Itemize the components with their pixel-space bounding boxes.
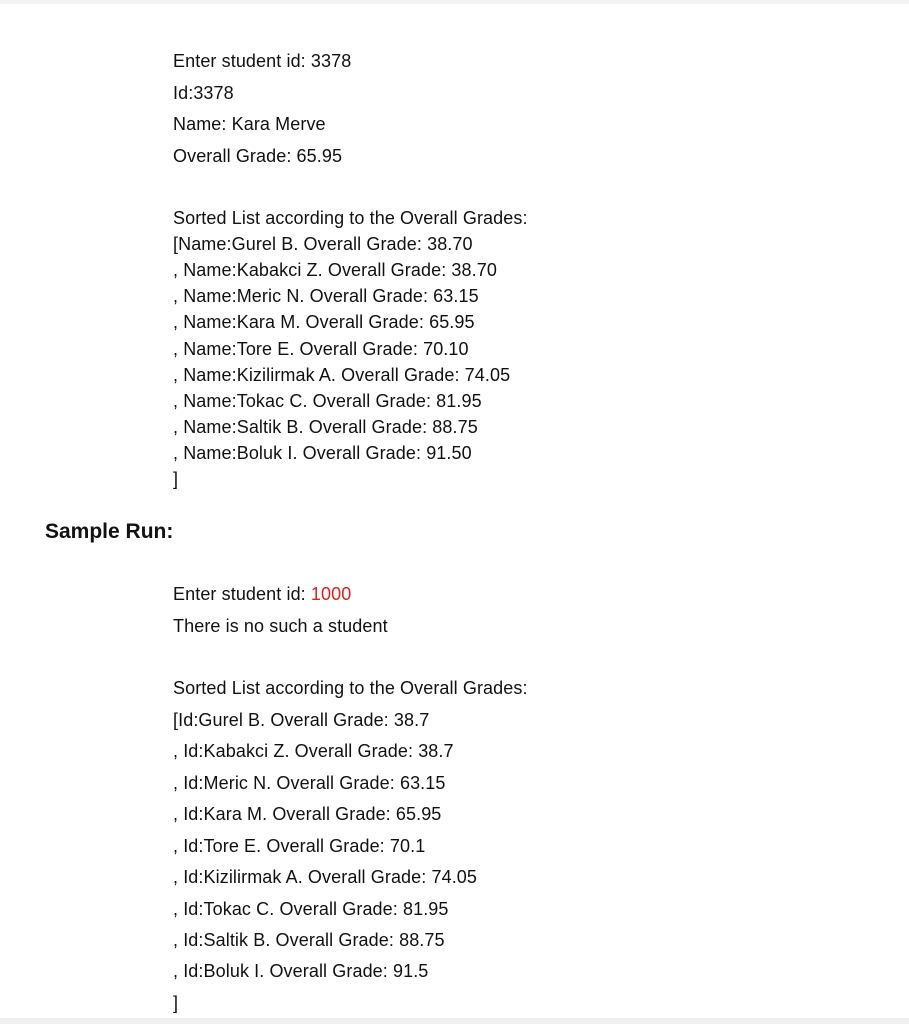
- run1-id-line: Id:3378: [173, 83, 234, 103]
- run1-sorted-header: Sorted List according to the Overall Grades:: [173, 208, 528, 228]
- run2-sorted-header: Sorted List according to the Overall Grades:: [173, 678, 528, 698]
- run2-prompt: [173, 583, 351, 605]
- run2-list-item: , Id:Saltik B. Overall Grade: 88.75: [173, 930, 445, 950]
- run1-list-item: , Name:Meric N. Overall Grade: 63.15: [173, 286, 479, 306]
- run2-list-item: [Id:Gurel B. Overall Grade: 38.7: [173, 710, 430, 730]
- run2-list-item: , Id:Tore E. Overall Grade: 70.1: [173, 836, 426, 856]
- run2-prompt-label: Enter student id:: [173, 584, 311, 604]
- run1-list-item: , Name:Kara M. Overall Grade: 65.95: [173, 312, 475, 332]
- run2-list-item: , Id:Kizilirmak A. Overall Grade: 74.05: [173, 867, 478, 887]
- run1-prompt: [173, 50, 351, 72]
- run2-list-item: , Id:Tokac C. Overall Grade: 81.95: [173, 899, 449, 919]
- run2-list-item: , Id:Kara M. Overall Grade: 65.95: [173, 804, 442, 824]
- run1-list-item: , Name:Boluk I. Overall Grade: 91.50: [173, 443, 472, 463]
- run1-prompt-value: 3378: [310, 51, 352, 71]
- run1-list-item: , Name:Saltik B. Overall Grade: 88.75: [173, 417, 478, 437]
- run2-list-item: , Id:Boluk I. Overall Grade: 91.5: [173, 961, 429, 981]
- sample-run-heading: Sample Run:: [45, 520, 174, 543]
- run2-list-item: , Id:Meric N. Overall Grade: 63.15: [173, 773, 446, 793]
- run2-list-item: , Id:Kabakci Z. Overall Grade: 38.7: [173, 741, 454, 761]
- run1-name-line: Name: Kara Merve: [173, 114, 326, 134]
- run1-prompt-label: Enter student id:: [173, 51, 311, 71]
- run1-list-item: , Name:Tore E. Overall Grade: 70.10: [173, 339, 469, 359]
- run1-list-close: ]: [173, 469, 179, 489]
- run2-message: There is no such a student: [173, 616, 388, 636]
- bottom-edge: [0, 1018, 909, 1024]
- run1-list-item: , Name:Kabakci Z. Overall Grade: 38.70: [173, 260, 497, 280]
- top-edge: [0, 0, 909, 4]
- run1-list-item: , Name:Tokac C. Overall Grade: 81.95: [173, 391, 482, 411]
- run2-list-close: ]: [173, 993, 179, 1013]
- run2-prompt-value: 1000: [310, 584, 352, 604]
- run1-list-item: [Name:Gurel B. Overall Grade: 38.70: [173, 234, 473, 254]
- run1-grade-line: Overall Grade: 65.95: [173, 146, 343, 166]
- run1-list-item: , Name:Kizilirmak A. Overall Grade: 74.05: [173, 365, 511, 385]
